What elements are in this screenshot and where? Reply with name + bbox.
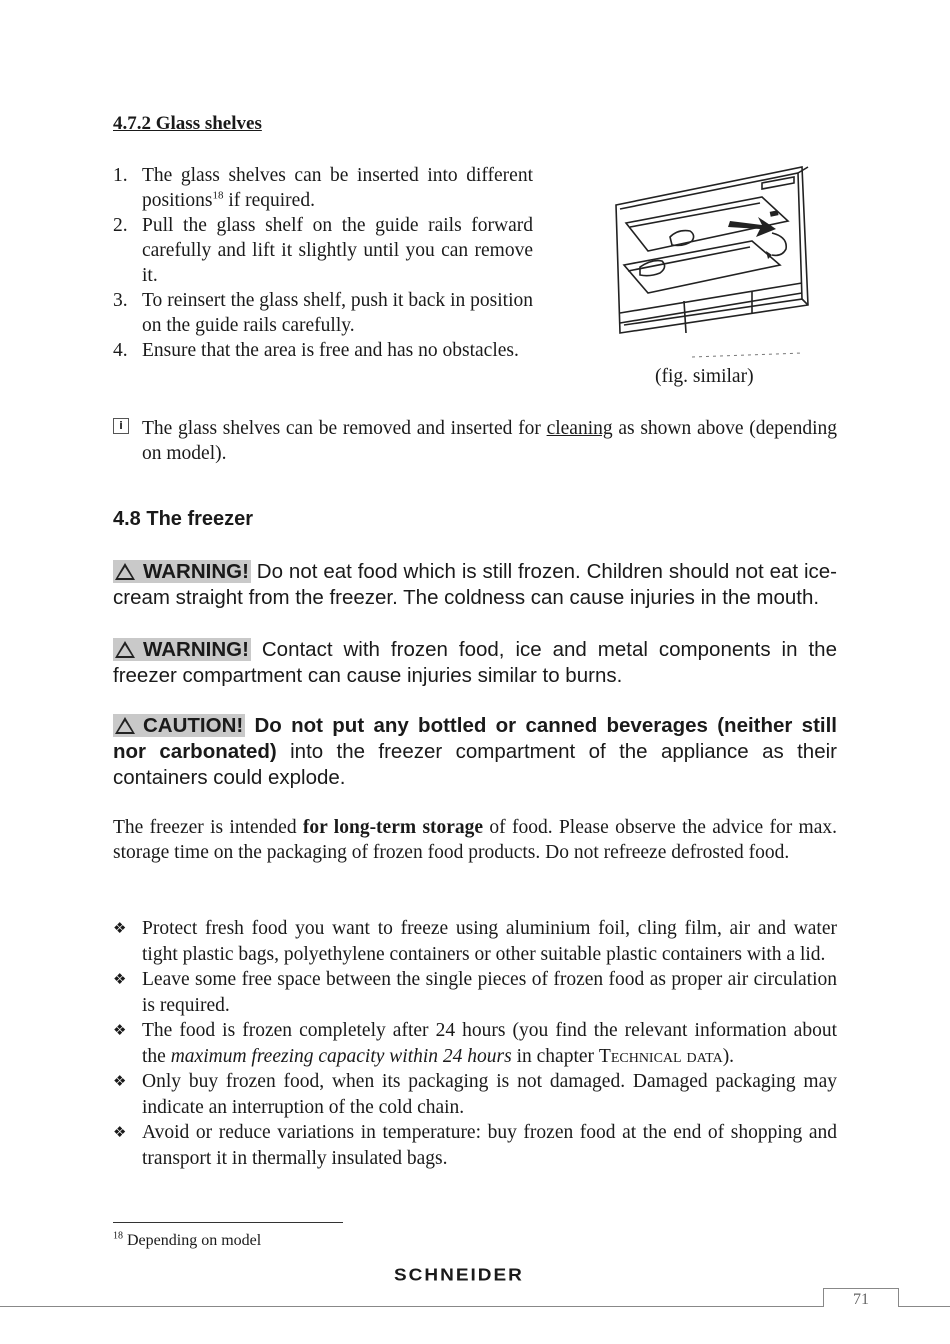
warning-label-text: WARNING! <box>143 638 249 661</box>
list-item <box>113 1069 837 1120</box>
footnote <box>113 1232 261 1250</box>
warning-label-text: WARNING! <box>143 560 249 583</box>
glass-shelf-illustration <box>612 163 812 363</box>
note-text-start: The glass shelves can be removed and inserted for <box>142 418 547 439</box>
warning-text: Do not eat food which is still frozen. Children should not eat ice-cream straight from the freezer. The coldness can cause injuries in the mouth. <box>113 560 837 609</box>
step-text: The glass shelves can be inserted into different positions <box>142 165 533 211</box>
step-text: Ensure that the area is free and has no obstacles. <box>142 340 519 361</box>
glass-shelves-steps <box>113 163 533 363</box>
schneider-logo: SCHNEIDER <box>394 1266 524 1285</box>
caution-label-text: CAUTION! <box>143 714 244 737</box>
intro-text-end: of food. Please observe the advice for max. storage time on the packaging of frozen food products. Do not refreeze defrosted food. <box>113 817 837 863</box>
caution-triangle-icon <box>115 717 135 734</box>
warning-text: Contact with frozen food, ice and metal components in the freezer compartment can cause injuries similar to burns. <box>113 638 837 687</box>
tip-text-middle: in chapter <box>511 1045 599 1067</box>
caution-bold-text: Do not put any bottled or canned beverages (neither still nor carbonated) <box>113 714 837 763</box>
step-text: Pull the glass shelf on the guide rails forward carefully and lift it slightly until you can remove it. <box>142 215 533 286</box>
tip-text: Only buy frozen food, when its packaging is not damaged. Damaged packaging may indicate an interruption of the cold chain. <box>142 1071 837 1118</box>
cleaning-reference: cleaning <box>546 418 613 439</box>
list-item <box>113 916 837 967</box>
diamond-bullet-icon: ❖ <box>113 919 127 937</box>
freezer-intro-paragraph <box>113 815 837 865</box>
footer-divider <box>0 1306 823 1307</box>
warning-label <box>113 638 251 661</box>
tip-text: Protect fresh food you want to freeze using aluminium foil, cling film, air and water tight plastic bags, polyethylene containers or other suitable plastic containers with a lid. <box>142 918 837 965</box>
tip-text: Avoid or reduce variations in temperature: buy frozen food at the end of shopping and transport it in thermally insulated bags. <box>142 1122 837 1169</box>
footer-divider <box>899 1306 950 1307</box>
list-item <box>113 967 837 1018</box>
info-icon: i <box>113 418 129 434</box>
footnote-divider <box>113 1222 343 1223</box>
step-item <box>113 163 533 213</box>
diamond-bullet-icon: ❖ <box>113 1021 127 1039</box>
section-heading-glass-shelves: 4.7.2 Glass shelves <box>113 113 262 134</box>
diamond-bullet-icon: ❖ <box>113 1072 127 1090</box>
step-number: 3. <box>113 290 128 311</box>
caution-label <box>113 714 245 737</box>
chapter-reference: Technical data <box>598 1045 723 1067</box>
step-number: 2. <box>113 215 128 236</box>
diamond-bullet-icon: ❖ <box>113 1123 127 1141</box>
footnote-text: Depending on model <box>123 1232 262 1249</box>
freezer-tips-list <box>113 916 837 1171</box>
step-item <box>113 288 533 338</box>
warning-frozen-food <box>113 559 837 611</box>
step-number: 1. <box>113 165 128 186</box>
diamond-bullet-icon: ❖ <box>113 970 127 988</box>
warning-triangle-icon <box>115 563 135 580</box>
caution-beverages <box>113 713 837 791</box>
tip-italic-text: maximum freezing capacity within 24 hours <box>170 1045 512 1067</box>
step-text: To reinsert the glass shelf, push it back in position on the guide rails carefully. <box>142 290 533 336</box>
info-note <box>113 416 837 466</box>
warning-label <box>113 560 251 583</box>
step-number: 4. <box>113 340 128 361</box>
list-item <box>113 1018 837 1069</box>
step-item <box>113 338 533 363</box>
page-number: 71 <box>853 1291 869 1308</box>
footnote-ref: 18 <box>212 189 224 202</box>
tip-text: The food is frozen completely after 24 hours (you find the relevant information about the <box>142 1020 837 1067</box>
intro-text-start: The freezer is intended <box>113 817 303 838</box>
list-item <box>113 1120 837 1171</box>
caution-text: into the freezer compartment of the appliance as their containers could explode. <box>113 740 837 789</box>
intro-bold-text: for long-term storage <box>302 817 484 838</box>
info-note-text <box>113 416 837 466</box>
tip-text: Leave some free space between the single pieces of frozen food as proper air circulation is required. <box>142 969 837 1016</box>
step-item <box>113 213 533 288</box>
note-text-end: as shown above (depending on model). <box>142 418 837 464</box>
footnote-number: 18 <box>113 1230 123 1242</box>
section-heading-freezer: 4.8 The freezer <box>113 508 254 530</box>
step-text-tail: if required. <box>223 190 315 211</box>
figure-caption: (fig. similar) <box>655 366 754 387</box>
warning-triangle-icon <box>115 641 135 658</box>
tip-text-end: ). <box>722 1045 735 1067</box>
warning-burns <box>113 637 837 689</box>
